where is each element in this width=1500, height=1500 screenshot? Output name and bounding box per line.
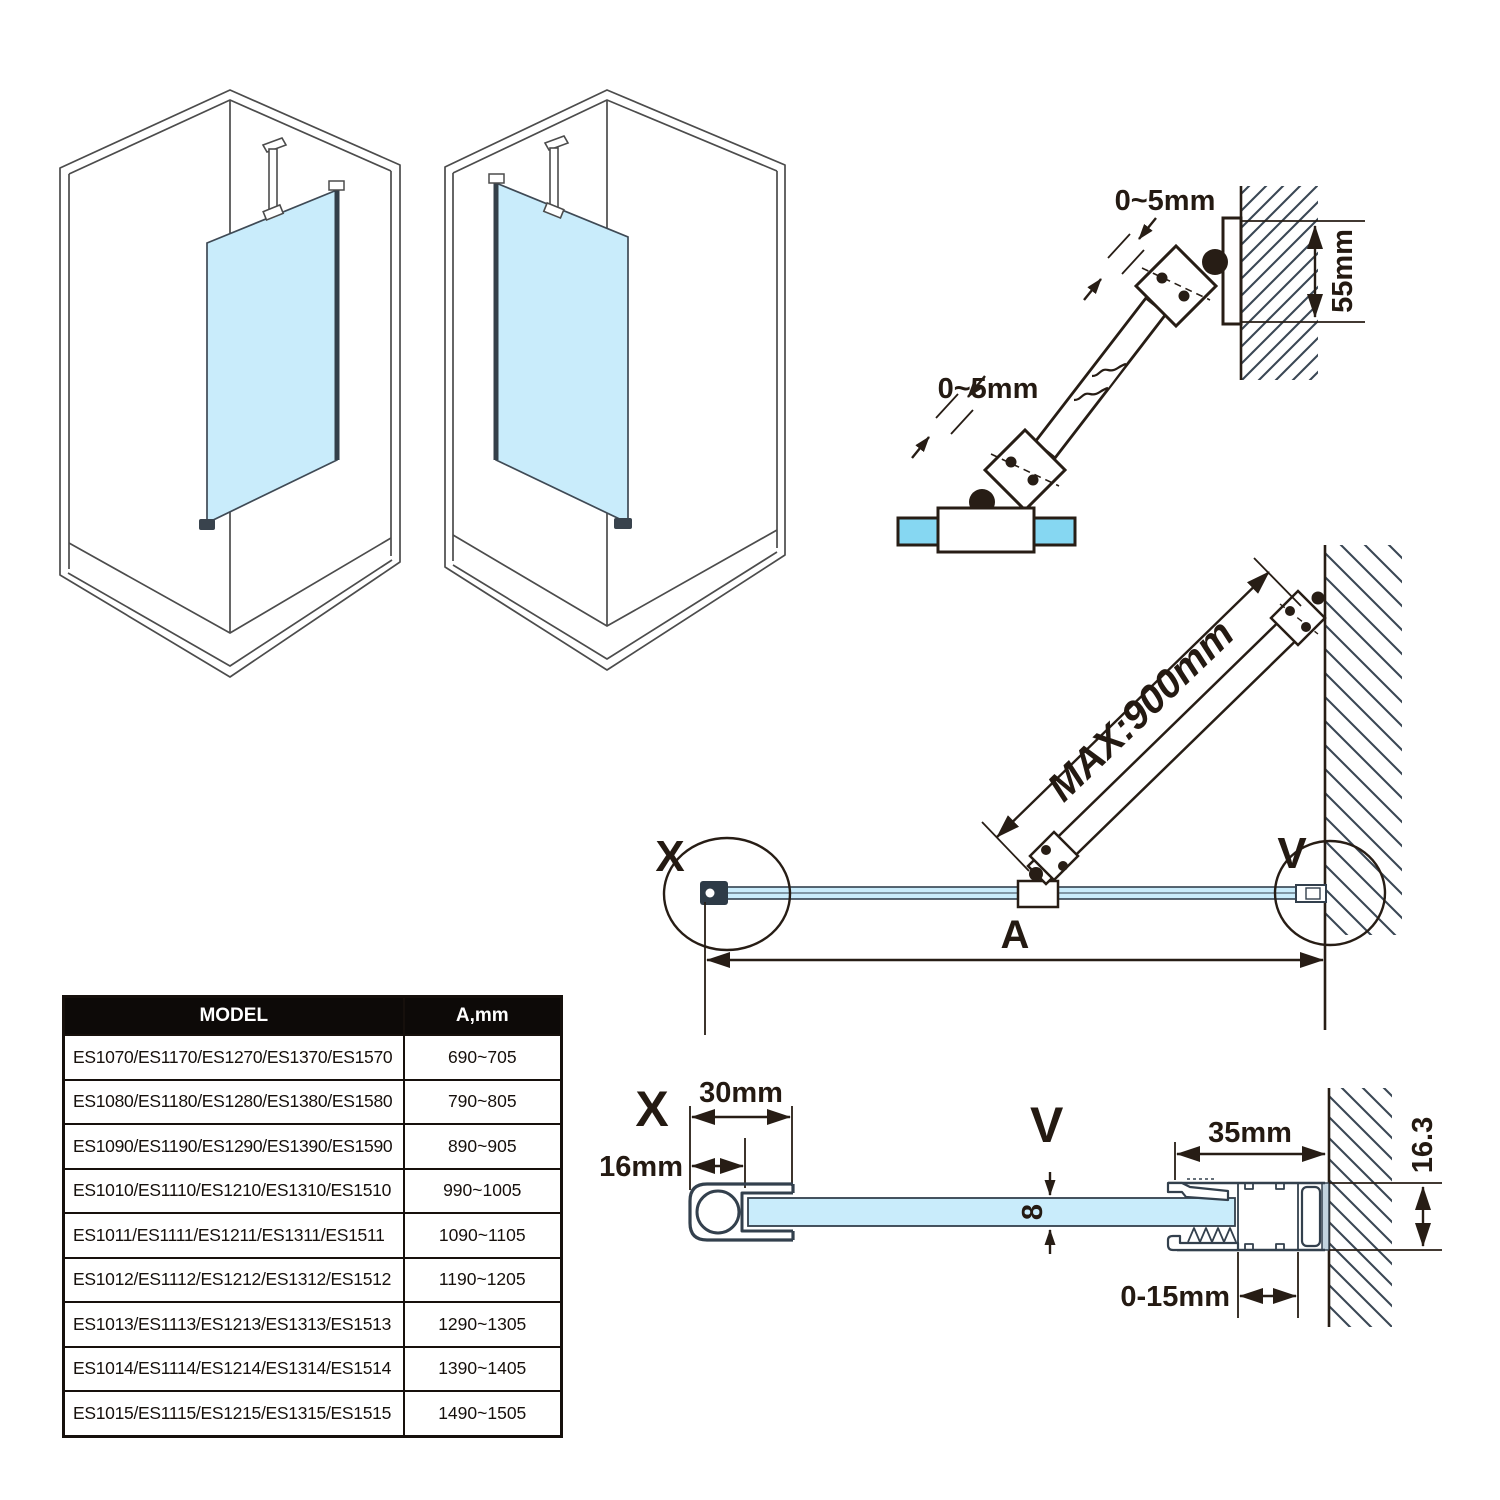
models-cell: ES1015/ES1115/ES1215/ES1315/ES1515 xyxy=(64,1391,404,1436)
profile-height-label: 16.3 xyxy=(1407,1116,1439,1174)
glass-panel-plan xyxy=(700,881,1326,905)
glass-panel xyxy=(207,181,344,523)
wall-bracket-cap xyxy=(329,181,344,190)
header-model: MODEL xyxy=(64,997,404,1036)
models-cell: ES1014/ES1114/ES1214/ES1314/ES1514 xyxy=(64,1347,404,1392)
brace-max-label: MAX:900mm xyxy=(1039,611,1243,810)
dim-max-900 xyxy=(982,558,1301,871)
glass-connector xyxy=(1018,881,1058,907)
models-cell: ES1070/ES1170/ES1270/ES1370/ES1570 xyxy=(64,1035,404,1080)
table-row xyxy=(64,1391,562,1436)
table-row xyxy=(64,1035,562,1080)
floor-foot xyxy=(614,518,632,529)
gap-bottom-label: 0~5mm xyxy=(937,373,1039,405)
tube-width-label: 16mm xyxy=(599,1151,683,1183)
wall xyxy=(1322,1088,1392,1327)
section-v-title: V xyxy=(1030,1097,1064,1153)
glass-thickness-label: 8 xyxy=(1017,1203,1049,1221)
models-cell: ES1012/ES1112/ES1212/ES1312/ES1512 xyxy=(64,1258,404,1303)
gap-top-label: 0~5mm xyxy=(1114,185,1216,217)
a-mm-cell: 1490~1505 xyxy=(404,1391,562,1436)
section-details-x-v xyxy=(590,1050,1500,1430)
models-cell: ES1013/ES1113/ES1213/ES1313/ES1513 xyxy=(64,1302,404,1347)
wall-bracket-cap xyxy=(489,174,504,183)
glass-section xyxy=(748,1198,1235,1226)
table-row xyxy=(64,1347,562,1392)
models-cell: ES1010/ES1110/ES1210/ES1310/ES1510 xyxy=(64,1169,404,1214)
profile-width-label: 30mm xyxy=(699,1077,783,1109)
model-size-table xyxy=(62,995,560,1438)
a-mm-cell: 1090~1105 xyxy=(404,1213,562,1258)
a-mm-cell: 690~705 xyxy=(404,1035,562,1080)
a-mm-cell: 1390~1405 xyxy=(404,1347,562,1392)
bracket-height-label: 55mm xyxy=(1327,229,1359,313)
wall-profile-width-label: 35mm xyxy=(1208,1117,1292,1149)
table-row xyxy=(64,1302,562,1347)
ceiling-brace xyxy=(544,136,568,218)
bottom-clamp xyxy=(1168,1236,1238,1250)
a-mm-cell: 790~805 xyxy=(404,1080,562,1125)
table-row xyxy=(64,1080,562,1125)
top-plan-view xyxy=(630,530,1500,1060)
table-row xyxy=(64,1213,562,1258)
models-cell: ES1090/ES1190/ES1290/ES1390/ES1590 xyxy=(64,1124,404,1169)
table-header-row xyxy=(64,997,562,1036)
isometric-view-left xyxy=(30,75,460,715)
ref-right-label: V xyxy=(1277,829,1307,878)
ceiling-brace xyxy=(263,138,286,220)
floor-foot xyxy=(199,519,215,530)
models-cell: ES1080/ES1180/ES1280/ES1380/ES1580 xyxy=(64,1080,404,1125)
models-cell: ES1011/ES1111/ES1211/ES1311/ES1511 xyxy=(64,1213,404,1258)
support-tube xyxy=(1035,298,1166,458)
table-row xyxy=(64,1124,562,1169)
table-row xyxy=(64,1169,562,1214)
clamp-spring xyxy=(1188,1228,1236,1242)
dim-a xyxy=(705,902,1323,1035)
a-mm-cell: 1190~1205 xyxy=(404,1258,562,1303)
header-a-mm: A,mm xyxy=(404,997,562,1036)
ref-left-label: X xyxy=(655,832,685,881)
a-mm-cell: 890~905 xyxy=(404,1124,562,1169)
section-x-title: X xyxy=(635,1081,669,1137)
table-row xyxy=(64,1258,562,1303)
wall xyxy=(1325,545,1402,1030)
a-mm-cell: 1290~1305 xyxy=(404,1302,562,1347)
width-dim-label: A xyxy=(1000,913,1030,957)
adjustment-label: 0-15mm xyxy=(1120,1281,1230,1313)
wall xyxy=(1223,186,1318,380)
a-mm-cell: 990~1005 xyxy=(404,1169,562,1214)
